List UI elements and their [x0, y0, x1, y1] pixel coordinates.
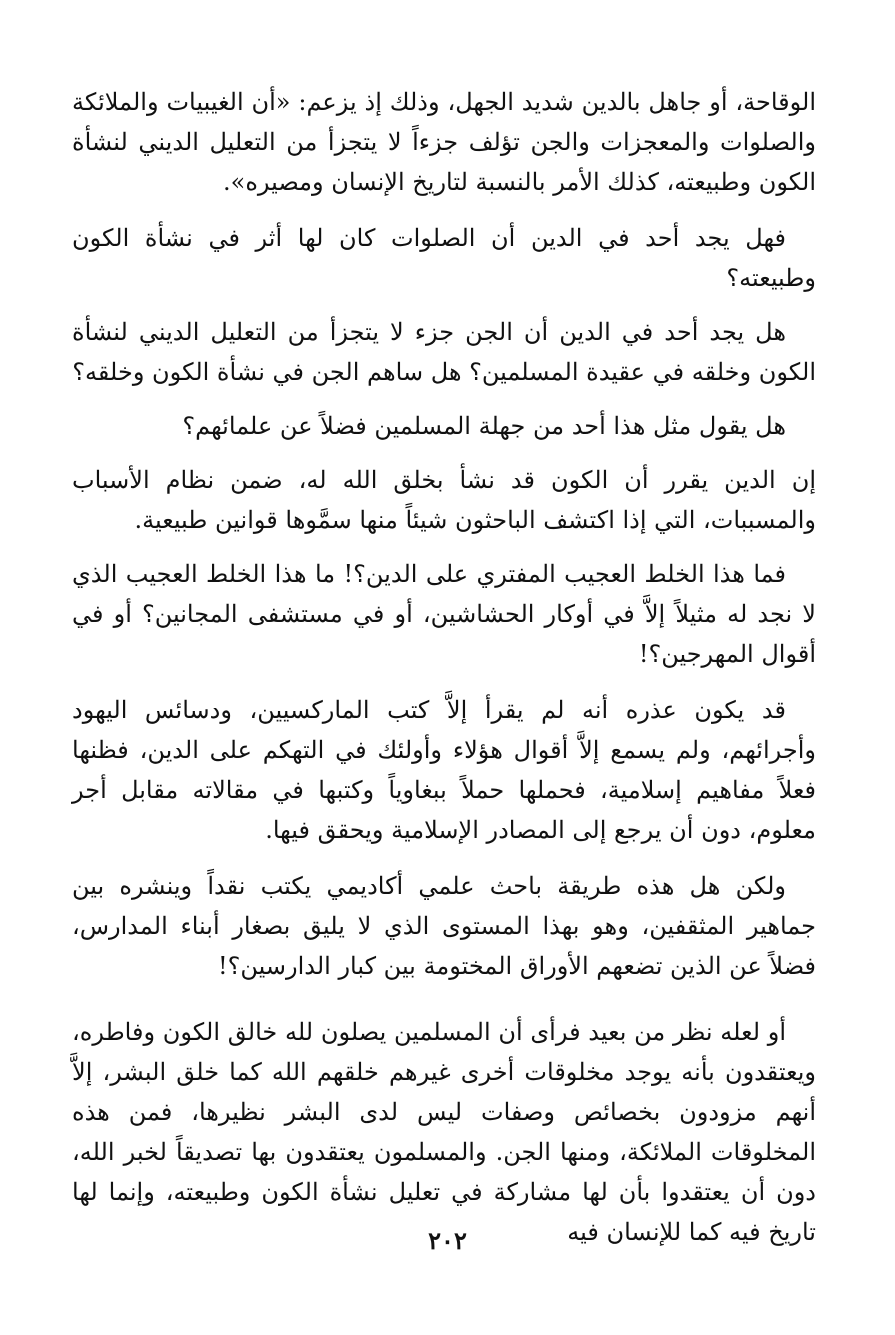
paragraph-1: الوقاحة، أو جاهل بالدين شديد الجهل، وذلك إذ يزعم: «أن الغيبيات والملائكة والصلوات والمعجزات والجن تؤلف جزءاً لا يتجزأ من التعليل الديني لنشأة الكون وطبيعته، كذلك الأمر بالنسبة لتاريخ الإنسان ومصيره».	[72, 88, 816, 196]
paragraph-5: إن الدين يقرر أن الكون قد نشأ بخلق الله له، ضمن نظام الأسباب والمسببات، التي إذا اكتشف الباحثون شيئاً منها سمَّوها قوانين طبيعية.	[72, 466, 816, 534]
paragraph-3: هل يجد أحد في الدين أن الجن جزء لا يتجزأ من التعليل الديني لنشأة الكون وخلقه في عقيدة المسلمين؟ هل ساهم الجن في نشأة الكون وخلقه؟	[72, 318, 816, 386]
page-body	[72, 82, 816, 1252]
paragraph-8: ولكن هل هذه طريقة باحث علمي أكاديمي يكتب نقداً وينشره بين جماهير المثقفين، وهو بهذا المستوى الذي لا يليق بصغار أبناء المدارس، فضلاً عن الذين تضعهم الأوراق المختومة بين كبار الدارسين؟!	[72, 872, 816, 980]
paragraph-2: فهل يجد أحد في الدين أن الصلوات كان لها أثر في نشأة الكون وطبيعته؟	[72, 224, 816, 292]
paragraph-7: قد يكون عذره أنه لم يقرأ إلاَّ كتب الماركسيين، ودسائس اليهود وأجرائهم، ولم يسمع إلاَّ أقوال هؤلاء وأولئك في التهكم على الدين، فظنها فعلاً مفاهيم إسلامية، فحملها حملاً ببغاوياً وكتبها في مقالاته مقابل أجر معلوم، دون أن يرجع إلى المصادر الإسلامية ويحقق فيها.	[72, 696, 816, 844]
paragraph-6: فما هذا الخلط العجيب المفتري على الدين؟! ما هذا الخلط العجيب الذي لا نجد له مثيلاً إلاَّ في أوكار الحشاشين، أو في مستشفى المجانين؟ أو في أقوال المهرجين؟!	[72, 560, 816, 668]
paragraph-9: أو لعله نظر من بعيد فرأى أن المسلمين يصلون لله خالق الكون وفاطره، ويعتقدون بأنه يوجد مخلوقات أخرى غيرهم خلقهم الله كما خلق البشر، إلاَّ أنهم مزودون بخصائص وصفات ليس لدى البشر نظيرها، فمن هذه المخلوقات الملائكة، ومنها الجن. والمسلمون يعتقدون بها تصديقاً لخبر الله، دون أن يعتقدوا بأن لها مشاركة في تعليل نشأة الكون وطبيعته، وإنما لها تاريخ فيه كما للإنسان فيه	[72, 1018, 816, 1246]
page-number: ٢٠٢	[428, 1226, 467, 1255]
paragraph-4: هل يقول مثل هذا أحد من جهلة المسلمين فضلاً عن علمائهم؟	[182, 412, 786, 440]
